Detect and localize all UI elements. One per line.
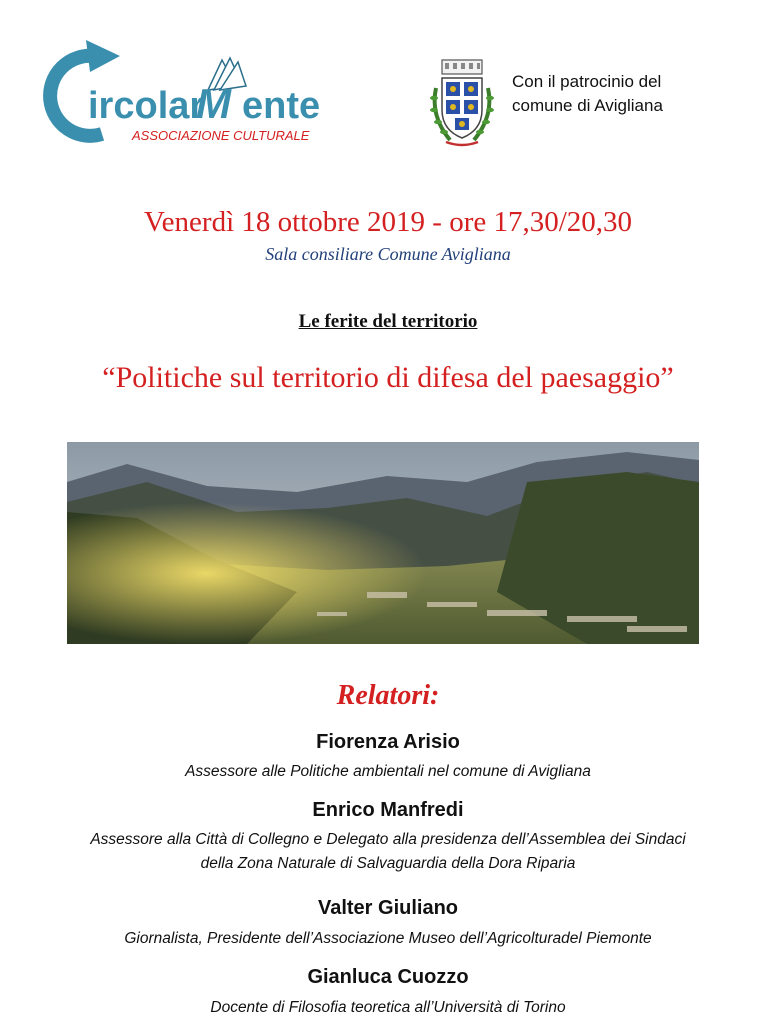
speaker-role: Giornalista, Presidente dell’Associazione Museo dell’Agricolturadel Piemonte xyxy=(124,930,652,947)
logo-word-1: ircolar xyxy=(88,85,205,127)
speakers-heading: Relatori: xyxy=(336,680,440,711)
speaker-name: Enrico Manfredi xyxy=(312,799,464,821)
landscape-photo xyxy=(67,442,699,644)
speaker-name: Gianluca Cuozzo xyxy=(307,966,469,988)
logo-initial-m: M xyxy=(196,80,231,127)
circolarmente-logo xyxy=(36,36,356,146)
event-title: “Politiche sul territorio di difesa del paesaggio” xyxy=(102,361,674,394)
patronage-note xyxy=(512,70,742,118)
event-venue: Sala consiliare Comune Avigliana xyxy=(265,244,511,264)
event-date: Venerdì 18 ottobre 2019 - ore 17,30/20,30 xyxy=(143,206,633,238)
speaker-role: Assessore alle Politiche ambientali nel comune di Avigliana xyxy=(185,763,591,780)
patronage-line-1: Con il patrocinio del xyxy=(512,72,662,91)
patronage-line-2: comune di Avigliana xyxy=(512,96,663,115)
speaker-role: Assessore alla Città di Collegno e Delegato alla presidenza dell’Assemblea dei Sindaci xyxy=(90,831,686,848)
event-series: Le ferite del territorio xyxy=(298,311,478,332)
speaker-name: Fiorenza Arisio xyxy=(316,731,460,753)
speaker-name: Valter Giuliano xyxy=(317,897,459,919)
speaker-role: Docente di Filosofia teoretica all’Università di Torino xyxy=(210,999,566,1016)
logo-subtitle: ASSOCIAZIONE CULTURALE xyxy=(132,128,310,143)
speaker-role: della Zona Naturale di Salvaguardia della Dora Riparia xyxy=(200,855,576,872)
logo-word-2: ente xyxy=(242,85,321,127)
coat-of-arms-icon xyxy=(428,58,496,150)
